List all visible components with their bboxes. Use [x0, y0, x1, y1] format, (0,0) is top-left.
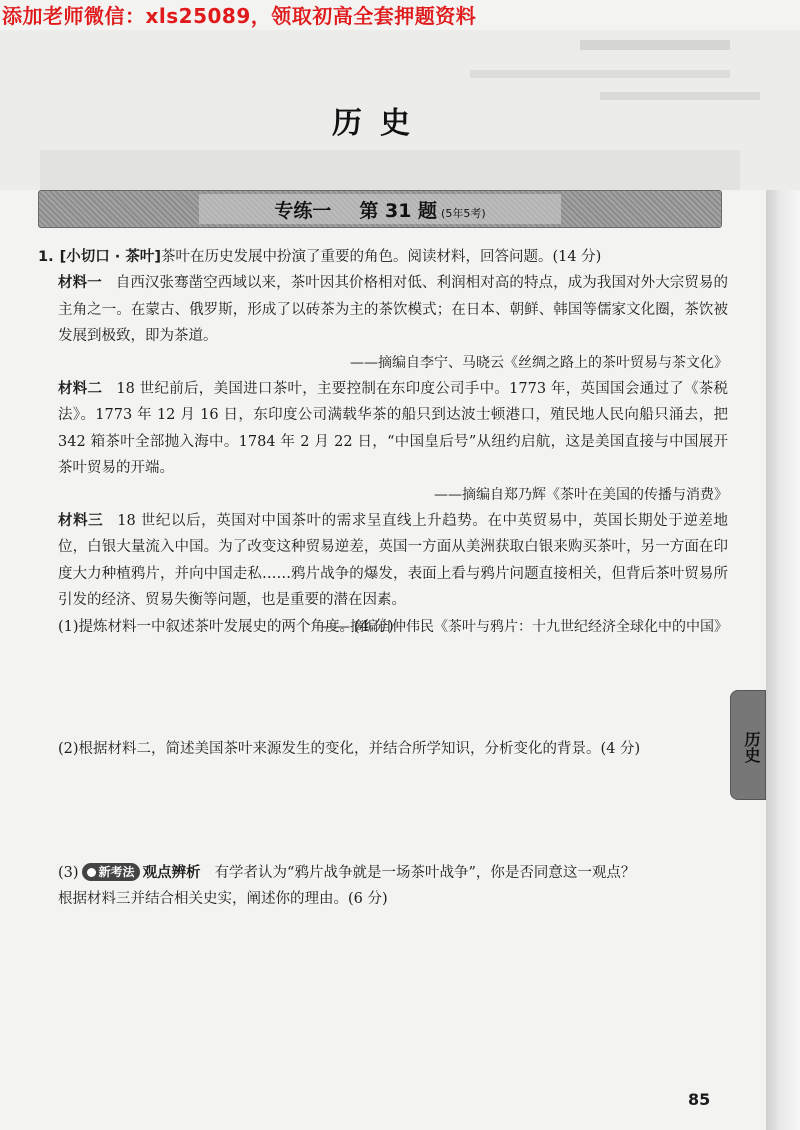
material-3-label: 材料三 [58, 512, 104, 529]
subquestion-2-text: (2)根据材料二，简述美国茶叶来源发生的变化，并结合所学知识，分析变化的背景。(4 分) [58, 741, 641, 757]
question-stem-text: 茶叶在历史发展中扮演了重要的角色。阅读材料，回答问题。(14 分) [160, 249, 602, 265]
section-title-part2: 第 31 题 [359, 200, 438, 222]
subquestion-3-line1 [58, 860, 748, 886]
subject-title: 历史 [332, 106, 428, 141]
material-1-text: 自西汉张骞凿空西域以来，茶叶因其价格相对低、利润相对高的特点，成为我国对外大宗贸易的主角之一。在蒙古、俄罗斯，形成了以砖茶为主的茶饮模式；在日本、朝鲜、韩国等儒家文化圈，茶饮被发展到极致，即为茶道。 [58, 275, 729, 344]
materials [38, 270, 728, 640]
subquestion-1 [38, 614, 748, 640]
question-number: 1. [38, 249, 54, 265]
material-3-text: 18 世纪以后，英国对中国茶叶的需求呈直线上升趋势。在中英贸易中，英国长期处于逆差地位，白银大量流入中国。为了改变这种贸易逆差，英国一方面从美洲获取白银来购买茶叶，另一方面在印度大力种植鸦片，并向中国走私……鸦片战争的爆发，表面上看与鸦片问题直接相关，但背后茶叶贸易所引发的经济、贸易失衡等问题，也是重要的潜在因素。 [58, 512, 729, 608]
subquestion-3-prefix: (3) [58, 865, 79, 881]
subquestion-3-line2: 根据材料三并结合相关史实，阐述你的理由。(6 分) [58, 891, 388, 907]
material-2 [58, 376, 728, 482]
new-format-badge-label: 新考法 [98, 865, 135, 879]
subquestion-3 [38, 860, 748, 912]
bulb-icon [87, 868, 96, 877]
material-1-label: 材料一 [58, 275, 102, 291]
subquestion-1-text: (1)提炼材料一中叙述茶叶发展史的两个角度。(4 分) [58, 619, 394, 635]
new-format-badge [82, 863, 140, 881]
question-1 [38, 244, 728, 640]
subquestion-3-tag: 观点辨析 [142, 865, 201, 881]
material-3-source: ——摘编自仲伟民《茶叶与鸦片：十九世纪经济全球化中的中国》 [322, 618, 728, 635]
question-stem [38, 244, 728, 270]
section-title-part1: 专练一 [274, 200, 332, 222]
material-2-text: 18 世纪前后，美国进口茶叶，主要控制在东印度公司手中。1773 年，英国国会通过了《茶税法》。1773 年 12 月 16 日，东印度公司满载华茶的船只到达波士顿港口，殖民地人民向船只涌去，把 342 箱茶叶全部抛入海中。1784 年 2 月 22 日，“中国皇后号”从纽约启航，这是美国直接与中国展开茶叶贸易的开端。 [58, 380, 728, 476]
material-1-source: ——摘编自李宁、马晓云《丝绸之路上的茶叶贸易与茶文化》 [350, 354, 728, 371]
promo-banner: 添加老师微信：xls25089，领取初高全套押题资料 [2, 4, 477, 28]
material-3 [58, 508, 728, 614]
subquestion-3-text1: 有学者认为“鸦片战争就是一场茶叶战争”，你是否同意这一观点？ [214, 865, 636, 881]
page-edge-shadow [766, 180, 800, 1130]
section-header-bar [38, 190, 722, 228]
material-1 [58, 270, 728, 350]
subquestion-2 [38, 736, 748, 762]
page-number: 85 [688, 1090, 711, 1109]
section-title [39, 196, 721, 223]
section-note: (5年5考) [441, 207, 486, 220]
side-tab-label: 历史 [742, 731, 761, 763]
question-tag: [小切口 · 茶叶] [59, 249, 161, 265]
material-2-source: ——摘编自郑乃辉《茶叶在美国的传播与消费》 [434, 486, 728, 503]
material-2-label: 材料二 [58, 380, 103, 397]
